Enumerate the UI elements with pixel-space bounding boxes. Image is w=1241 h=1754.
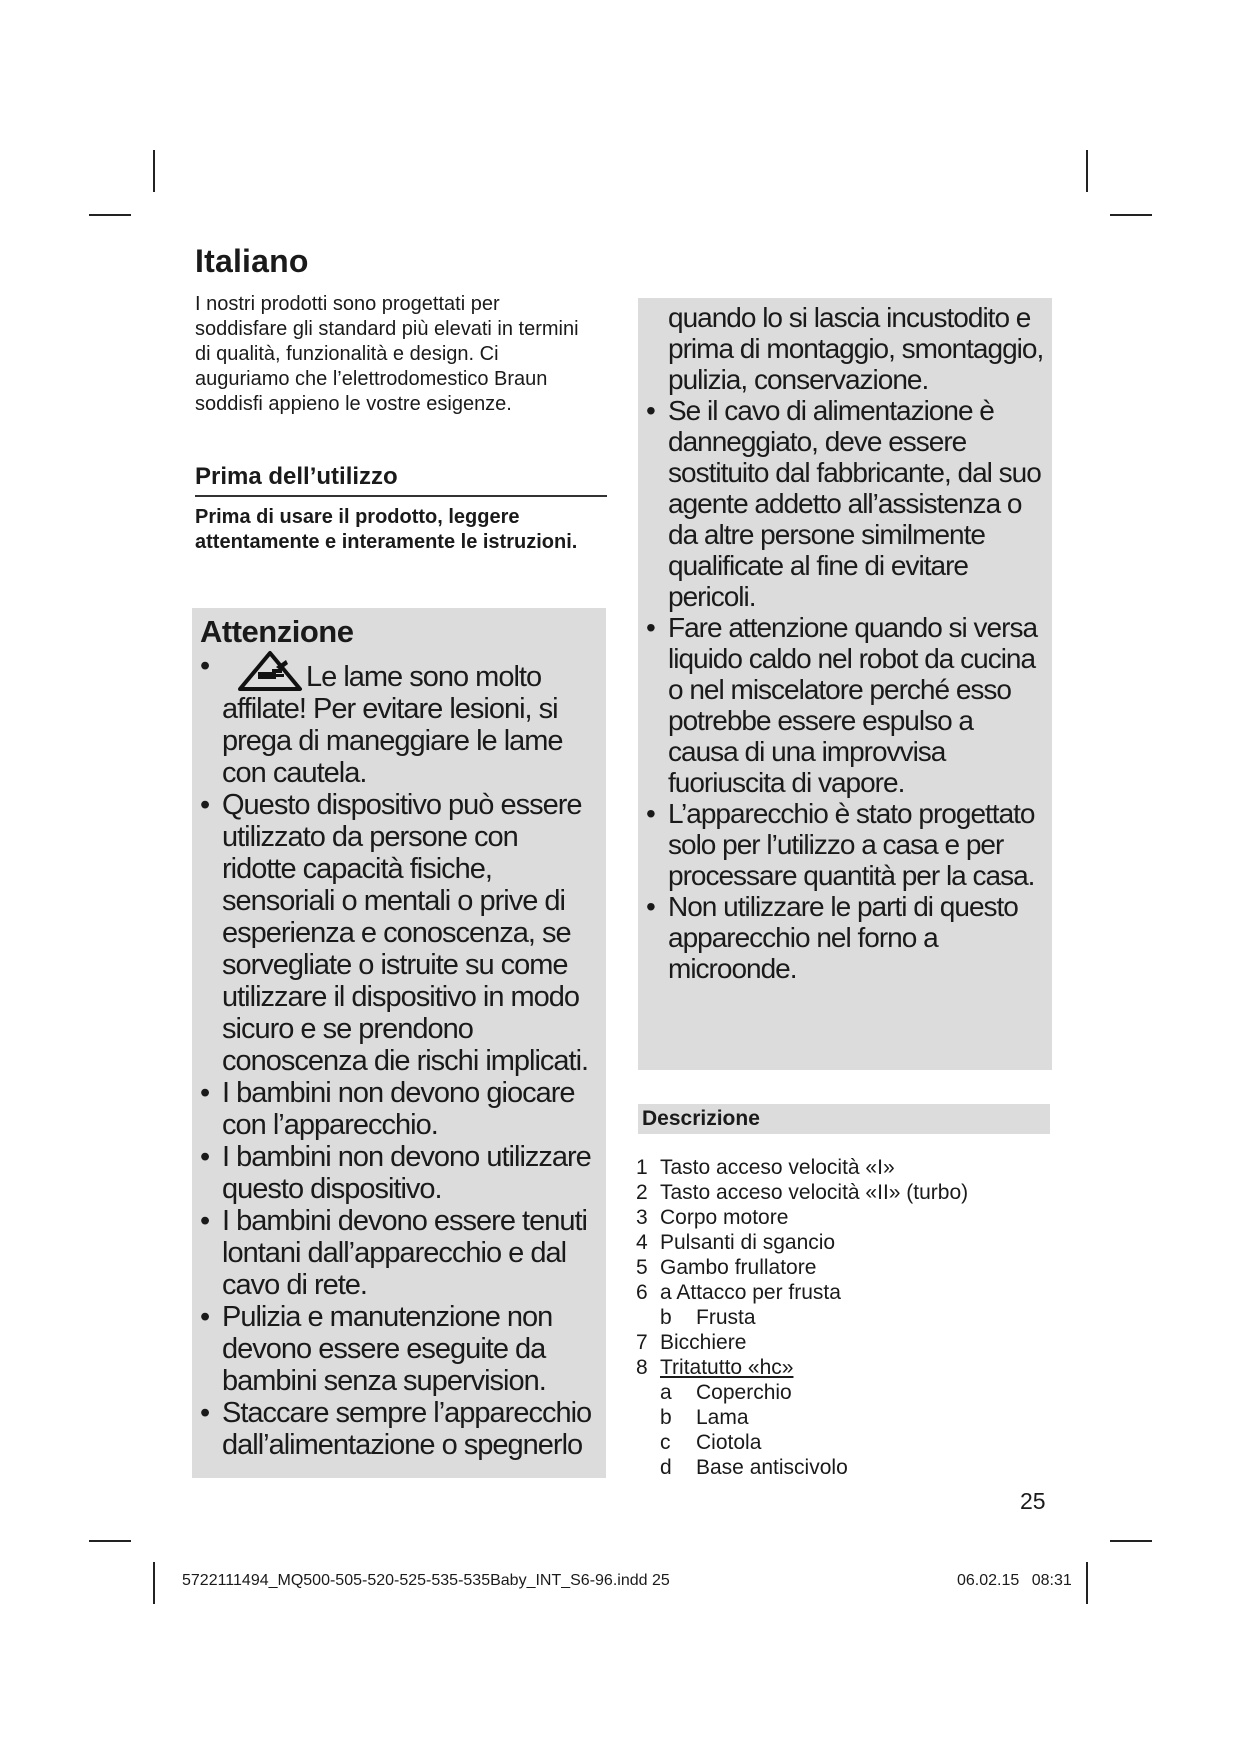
list-item	[636, 1455, 1056, 1480]
warning-item	[200, 650, 598, 789]
bullet: •	[200, 1141, 210, 1173]
part-label: Ciotola	[696, 1431, 762, 1454]
part-number: 4	[636, 1231, 648, 1254]
warning-hand-blade-icon	[236, 650, 304, 692]
warning-item-text: Pulizia e manutenzione non devono essere eseguite da bambini senza supervision.	[222, 1301, 553, 1397]
part-label: Base antiscivolo	[696, 1456, 848, 1479]
warning-item	[200, 1397, 598, 1461]
part-label: Frusta	[696, 1306, 756, 1329]
crop-mark	[1086, 1562, 1088, 1604]
bullet: •	[200, 1301, 210, 1333]
crop-mark	[153, 1562, 155, 1604]
warning-item-text: Le lame sono molto affilate! Per evitare lesioni, si prega di maneggiare le lame con cautela.	[222, 661, 563, 789]
warning-item	[200, 1077, 598, 1141]
part-sub-letter: b	[660, 1306, 672, 1329]
section-heading-description: Descrizione	[638, 1104, 1050, 1134]
list-item	[636, 1380, 1056, 1405]
bullet: •	[200, 1397, 210, 1429]
crop-mark	[153, 150, 155, 192]
bullet: •	[646, 395, 655, 426]
parts-list	[636, 1155, 1056, 1480]
part-label: Gambo frullatore	[660, 1256, 817, 1279]
part-label: Bicchiere	[660, 1331, 747, 1354]
part-label: Tasto acceso velocità «I»	[660, 1156, 895, 1179]
part-number: 1	[636, 1156, 648, 1179]
bullet: •	[200, 789, 210, 821]
part-number: 3	[636, 1206, 648, 1229]
list-item	[636, 1305, 1056, 1330]
intro-paragraph: I nostri prodotti sono progettati per soddisfare gli standard più elevati in termini di qualità, funzionalità e design. Ci auguriamo che l’elettrodomestico Braun soddisfi appieno le vostre esigenze.	[195, 293, 579, 415]
bullet: •	[200, 650, 210, 682]
warning-box	[192, 608, 606, 1478]
warning-item	[200, 1205, 598, 1301]
part-sub-letter: d	[660, 1456, 672, 1479]
footer-timestamp: 06.02.15 08:31	[957, 1572, 1072, 1589]
list-item	[636, 1330, 1056, 1355]
bullet: •	[646, 798, 655, 829]
part-sub-letter: a	[660, 1281, 672, 1304]
footer-file-name: 5722111494_MQ500-505-520-525-535-535Baby_INT_S6-96.indd 25	[182, 1572, 670, 1589]
bullet: •	[646, 891, 655, 922]
page-title: Italiano	[195, 243, 309, 279]
warning-item	[200, 1301, 598, 1397]
list-item	[636, 1180, 1056, 1205]
warning-item-text: I bambini non devono utilizzare questo dispositivo.	[222, 1141, 591, 1205]
part-label: Coperchio	[696, 1381, 792, 1404]
warning-item	[646, 891, 1044, 984]
list-item	[636, 1355, 1056, 1380]
list-item	[636, 1280, 1056, 1305]
part-label: Pulsanti di sgancio	[660, 1231, 836, 1254]
bullet: •	[200, 1077, 210, 1109]
warning-item-text: Non utilizzare le parti di questo apparecchio nel forno a microonde.	[668, 891, 1018, 984]
list-item	[636, 1155, 1056, 1180]
part-number: 2	[636, 1181, 648, 1204]
part-number: 8	[636, 1356, 648, 1379]
warning-box-continued	[638, 298, 1052, 1070]
warning-item-text: Staccare sempre l’apparecchio dall’alimentazione o spegnerlo	[222, 1397, 592, 1461]
part-number: 7	[636, 1331, 648, 1354]
crop-mark	[1110, 1540, 1152, 1542]
crop-mark	[1086, 150, 1088, 192]
part-label: Tritatutto «hc»	[660, 1356, 794, 1379]
warning-item	[646, 395, 1044, 612]
part-label: Attacco per frusta	[676, 1281, 841, 1304]
warning-item	[646, 798, 1044, 891]
warning-item-text: Questo dispositivo può essere utilizzato da persone con ridotte capacità fisiche, sensoriali o mentali o prive di esperienza e conoscenza, se sorvegliate o istruite su come utilizzare il dispositivo in modo sicuro e se prendono conoscenza die rischi implicati.	[222, 789, 589, 1077]
list-item	[636, 1230, 1056, 1255]
warning-item-text: Se il cavo di alimentazione è danneggiato, deve essere sostituito dal fabbricante, dal suo agente addetto all’assistenza o da altre persone similmente qualificate al fine di evitare pericoli.	[668, 395, 1041, 612]
part-sub-letter: a	[660, 1381, 672, 1404]
warning-item	[200, 1141, 598, 1205]
page-number: 25	[1020, 1488, 1046, 1514]
crop-mark	[1110, 214, 1152, 216]
part-label: Lama	[696, 1406, 749, 1429]
read-instructions-note: Prima di usare il prodotto, leggere attentamente e interamente le istruzioni.	[195, 506, 578, 553]
warning-item-text: I bambini non devono giocare con l’apparecchio.	[222, 1077, 575, 1141]
crop-mark	[89, 214, 131, 216]
part-number: 6	[636, 1281, 648, 1304]
bullet: •	[646, 612, 655, 643]
list-item	[636, 1405, 1056, 1430]
part-label: Corpo motore	[660, 1206, 789, 1229]
warning-title: Attenzione	[200, 614, 354, 649]
part-sub-letter: c	[660, 1431, 671, 1454]
section-heading-before-use: Prima dell’utilizzo	[195, 463, 607, 497]
warning-item-text: I bambini devono essere tenuti lontani dall’apparecchio e dal cavo di rete.	[222, 1205, 587, 1301]
part-label: Tasto acceso velocità «II» (turbo)	[660, 1181, 969, 1204]
crop-mark	[89, 1540, 131, 1542]
warning-item-text: Fare attenzione quando si versa liquido caldo nel robot da cucina o nel miscelatore perché esso potrebbe essere espulso a causa di una improvvisa fuoriuscita di vapore.	[668, 612, 1038, 798]
warning-item-continuation: quando lo si lascia incustodito e prima di montaggio, smontaggio, pulizia, conservazione.	[668, 302, 1044, 395]
list-item	[636, 1255, 1056, 1280]
warning-item	[646, 612, 1044, 798]
part-number: 5	[636, 1256, 648, 1279]
bullet: •	[200, 1205, 210, 1237]
list-item	[636, 1430, 1056, 1455]
warning-item	[200, 789, 598, 1077]
list-item	[636, 1205, 1056, 1230]
warning-item-text: L’apparecchio è stato progettato solo per l’utilizzo a casa e per processare quantità per la casa.	[668, 798, 1035, 891]
part-sub-letter: b	[660, 1406, 672, 1429]
